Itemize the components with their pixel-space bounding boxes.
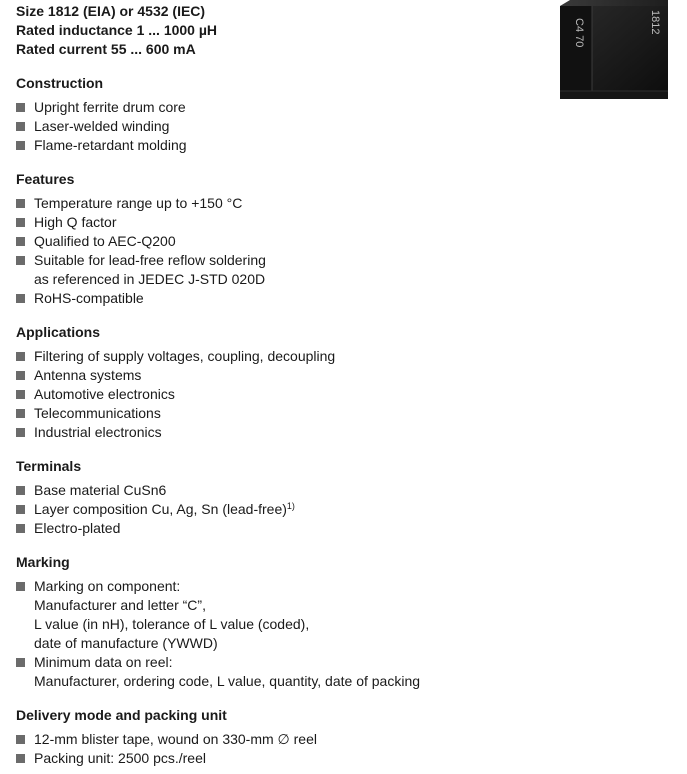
list-item-text: L value (in nH), tolerance of L value (coded), bbox=[34, 616, 310, 632]
list-item bbox=[16, 385, 556, 404]
list-item bbox=[16, 251, 556, 289]
list-item-text: Minimum data on reel: bbox=[34, 654, 173, 670]
list-item-text: RoHS-compatible bbox=[34, 290, 144, 306]
square-bullet-icon bbox=[16, 390, 25, 399]
list-item bbox=[16, 117, 556, 136]
square-bullet-icon bbox=[16, 256, 25, 265]
list-item bbox=[16, 98, 556, 117]
list-item-text: Telecommunications bbox=[34, 405, 161, 421]
footnote-marker: 1) bbox=[286, 501, 295, 511]
list-item-text: Manufacturer and letter “C”, bbox=[34, 597, 206, 613]
square-bullet-icon bbox=[16, 524, 25, 533]
list-item bbox=[16, 289, 556, 308]
list-item bbox=[16, 423, 556, 442]
list-item-line bbox=[34, 98, 556, 117]
list-item bbox=[16, 404, 556, 423]
section-title-marking: Marking bbox=[16, 554, 70, 570]
spec-summary bbox=[16, 2, 556, 59]
list-item bbox=[16, 366, 556, 385]
inductor-top-face bbox=[560, 0, 668, 6]
list-item-text: Antenna systems bbox=[34, 367, 142, 383]
square-bullet-icon bbox=[16, 428, 25, 437]
list-item bbox=[16, 194, 556, 213]
list-item-text: Filtering of supply voltages, coupling, decoupling bbox=[34, 348, 336, 364]
list-item-text: Suitable for lead-free reflow soldering bbox=[34, 252, 266, 268]
list-item bbox=[16, 213, 556, 232]
section-features bbox=[16, 170, 556, 308]
list-item-line bbox=[34, 500, 556, 519]
section-title-delivery-mode-and-packing-unit: Delivery mode and packing unit bbox=[16, 707, 227, 723]
list-item bbox=[16, 136, 556, 155]
section-marking bbox=[16, 553, 556, 691]
list-item bbox=[16, 519, 556, 538]
list-item-text: date of manufacture (YWWD) bbox=[34, 635, 218, 651]
section-delivery-mode-and-packing-unit bbox=[16, 706, 556, 768]
datasheet-page bbox=[16, 2, 556, 768]
list-item-text: Automotive electronics bbox=[34, 386, 175, 402]
list-item-line bbox=[34, 347, 556, 366]
list-item-text: Industrial electronics bbox=[34, 424, 162, 440]
sections-container bbox=[16, 74, 556, 768]
list-item-line bbox=[34, 136, 556, 155]
list-item bbox=[16, 481, 556, 500]
list-item-text: Laser-welded winding bbox=[34, 118, 170, 134]
list-item-line bbox=[34, 481, 556, 500]
square-bullet-icon bbox=[16, 582, 25, 591]
square-bullet-icon bbox=[16, 294, 25, 303]
section-title-construction: Construction bbox=[16, 75, 104, 91]
section-terminals bbox=[16, 457, 556, 538]
section-title-terminals: Terminals bbox=[16, 458, 82, 474]
list-item-text: Temperature range up to +150 °C bbox=[34, 195, 243, 211]
section-construction bbox=[16, 74, 556, 155]
square-bullet-icon bbox=[16, 409, 25, 418]
square-bullet-icon bbox=[16, 735, 25, 744]
square-bullet-icon bbox=[16, 486, 25, 495]
square-bullet-icon bbox=[16, 141, 25, 150]
list-item-line bbox=[34, 194, 556, 213]
list-item bbox=[16, 730, 556, 749]
square-bullet-icon bbox=[16, 505, 25, 514]
inductor-side-marking: C4 70 bbox=[573, 18, 585, 48]
list-item-text: Manufacturer, ordering code, L value, quantity, date of packing bbox=[34, 673, 421, 689]
list-item-line bbox=[34, 423, 556, 442]
section-applications bbox=[16, 323, 556, 442]
list-item-text: as referenced in JEDEC J-STD 020D bbox=[34, 271, 266, 287]
list-item-line bbox=[34, 749, 556, 768]
list-item bbox=[16, 232, 556, 251]
square-bullet-icon bbox=[16, 371, 25, 380]
square-bullet-icon bbox=[16, 103, 25, 112]
list-item-line bbox=[34, 270, 556, 289]
list-item bbox=[16, 500, 556, 519]
list-item-line bbox=[34, 117, 556, 136]
list-item-line bbox=[34, 251, 556, 270]
spec-rated-current: Rated current 55 ... 600 mA bbox=[16, 41, 196, 57]
list-item-line bbox=[34, 730, 556, 749]
list-item bbox=[16, 653, 556, 691]
list-item-line bbox=[34, 404, 556, 423]
square-bullet-icon bbox=[16, 122, 25, 131]
list-item-line bbox=[34, 634, 556, 653]
square-bullet-icon bbox=[16, 658, 25, 667]
section-title-features: Features bbox=[16, 171, 75, 187]
list-item-text: Flame-retardant molding bbox=[34, 137, 187, 153]
square-bullet-icon bbox=[16, 218, 25, 227]
list-item-line bbox=[34, 289, 556, 308]
square-bullet-icon bbox=[16, 199, 25, 208]
list-item-line bbox=[34, 672, 556, 691]
list-item-text: Qualified to AEC-Q200 bbox=[34, 233, 176, 249]
square-bullet-icon bbox=[16, 237, 25, 246]
inductor-front-marking: 1812 bbox=[649, 10, 661, 35]
list-item bbox=[16, 749, 556, 768]
list-item-line bbox=[34, 596, 556, 615]
spec-rated-inductance: Rated inductance 1 ... 1000 µH bbox=[16, 22, 218, 38]
list-item-text: 12-mm blister tape, wound on 330-mm ∅ reel bbox=[34, 731, 317, 747]
smd-inductor-image bbox=[560, 0, 668, 99]
list-item-line bbox=[34, 653, 556, 672]
list-item-line bbox=[34, 213, 556, 232]
list-item-text: Base material CuSn6 bbox=[34, 482, 167, 498]
section-title-applications: Applications bbox=[16, 324, 101, 340]
list-item-line bbox=[34, 577, 556, 596]
square-bullet-icon bbox=[16, 754, 25, 763]
list-item-text: Packing unit: 2500 pcs./reel bbox=[34, 750, 206, 766]
list-item bbox=[16, 347, 556, 366]
square-bullet-icon bbox=[16, 352, 25, 361]
list-item-line bbox=[34, 615, 556, 634]
list-item-text: Layer composition Cu, Ag, Sn (lead-free) bbox=[34, 501, 287, 517]
spec-size: Size 1812 (EIA) or 4532 (IEC) bbox=[16, 3, 206, 19]
list-item-text: High Q factor bbox=[34, 214, 117, 230]
list-item-text: Upright ferrite drum core bbox=[34, 99, 186, 115]
list-item-line bbox=[34, 366, 556, 385]
list-item-text: Marking on component: bbox=[34, 578, 181, 594]
list-item-line bbox=[34, 232, 556, 251]
list-item bbox=[16, 577, 556, 653]
list-item-line bbox=[34, 519, 556, 538]
list-item-line bbox=[34, 385, 556, 404]
list-item-text: Electro-plated bbox=[34, 520, 121, 536]
